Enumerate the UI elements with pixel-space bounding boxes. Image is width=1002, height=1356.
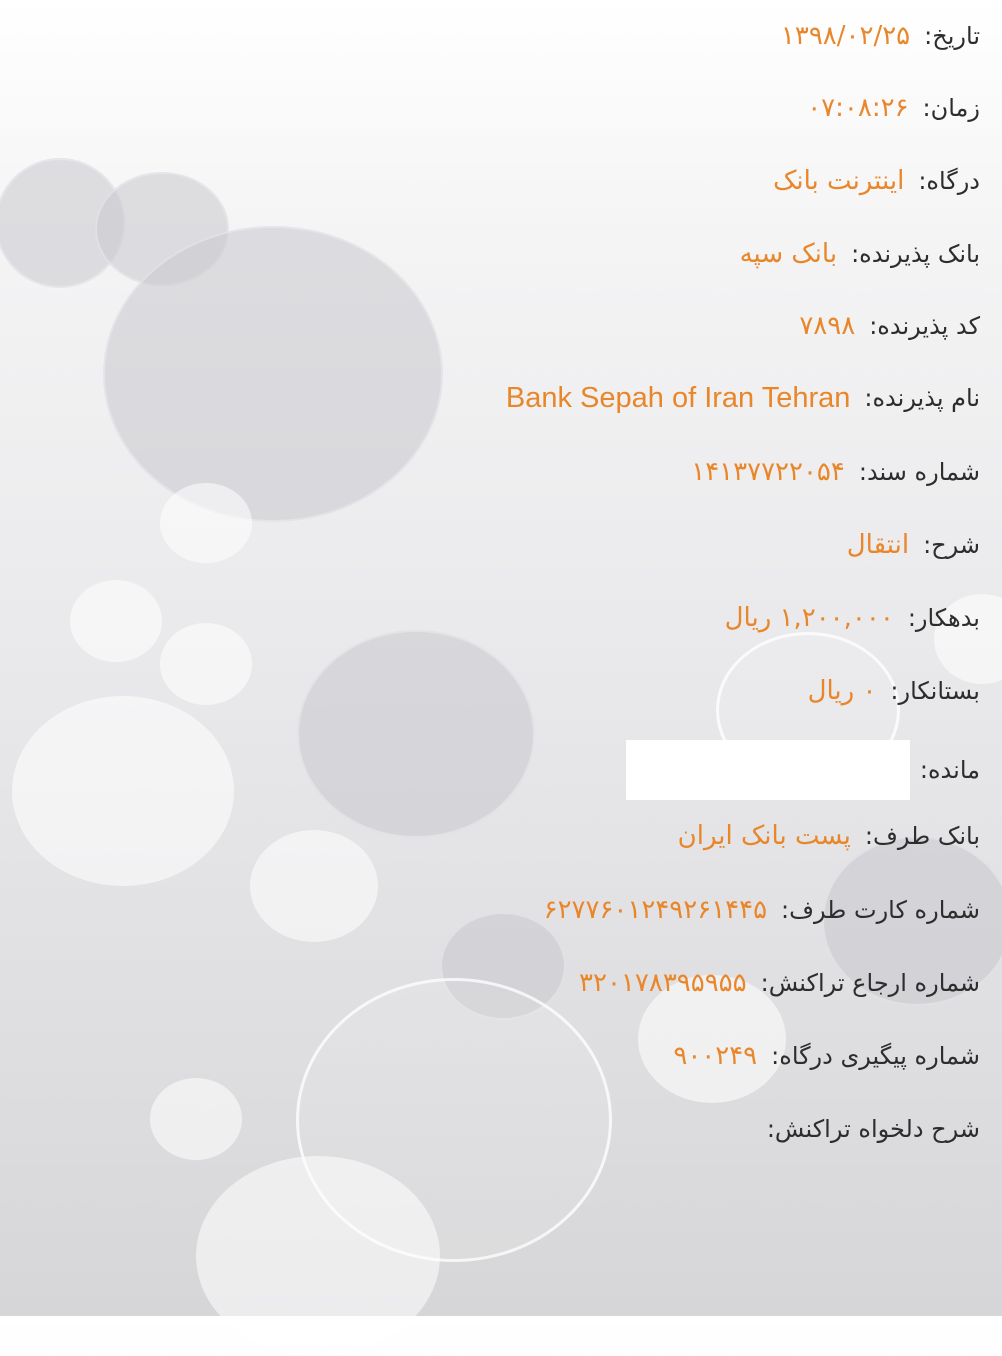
- reference-number-label: شماره ارجاع تراکنش:: [760, 969, 980, 997]
- row-credit: [808, 666, 980, 716]
- row-balance: [626, 740, 980, 800]
- document-number-value: ۱۴۱۳۷۷۲۲۰۵۴: [691, 457, 845, 487]
- description-label: شرح:: [923, 531, 980, 559]
- acceptor-name-value: Bank Sepah of Iran Tehran: [505, 381, 851, 414]
- bg-bubble: [103, 226, 443, 522]
- row-reference-number: [579, 958, 980, 1008]
- reference-number-value: ۳۲۰۱۷۸۳۹۵۹۵۵: [579, 968, 747, 998]
- credit-label: بستانکار:: [890, 677, 980, 705]
- bg-bubble: [150, 1078, 242, 1160]
- row-document-number: [691, 447, 980, 497]
- document-number-label: شماره سند:: [858, 458, 980, 486]
- time-label: زمان:: [922, 94, 980, 122]
- acceptor-bank-value: بانک سپه: [739, 239, 838, 269]
- row-custom-description: [753, 1104, 980, 1154]
- time-value: ۰۷:۰۸:۲۶: [807, 93, 909, 123]
- row-acceptor-code: [799, 301, 980, 351]
- acceptor-name-label: نام پذیرنده:: [864, 384, 980, 412]
- date-label: تاریخ:: [924, 22, 980, 50]
- counterparty-bank-label: بانک طرف:: [864, 822, 980, 850]
- custom-description-label: شرح دلخواه تراکنش:: [766, 1115, 980, 1143]
- gateway-label: درگاه:: [918, 167, 980, 195]
- gateway-value: اینترنت بانک: [773, 166, 905, 196]
- date-value: ۱۳۹۸/۰۲/۲۵: [780, 21, 911, 51]
- debit-label: بدهکار:: [907, 604, 980, 632]
- row-counterparty-bank: [678, 811, 980, 861]
- row-time: [807, 83, 980, 133]
- bg-bubble: [160, 483, 252, 563]
- row-acceptor-name: [506, 373, 980, 423]
- bg-bubble: [250, 830, 378, 942]
- tracking-number-value: ۹۰۰۲۴۹: [673, 1041, 758, 1071]
- credit-value: ۰ ریال: [807, 676, 877, 706]
- row-date: [781, 11, 980, 61]
- counterparty-bank-value: پست بانک ایران: [677, 821, 851, 851]
- balance-label: مانده:: [919, 756, 980, 784]
- row-description: [847, 520, 980, 570]
- row-gateway: [773, 156, 980, 206]
- balance-redaction-box: [626, 740, 910, 800]
- counterparty-card-value: ۶۲۷۷۶۰۱۲۴۹۲۶۱۴۴۵: [543, 895, 768, 925]
- row-debit: [725, 593, 980, 643]
- acceptor-code-label: کد پذیرنده:: [869, 312, 980, 340]
- acceptor-bank-label: بانک پذیرنده:: [851, 240, 980, 268]
- bg-bubble: [160, 623, 252, 705]
- debit-value: ۱,۲۰۰,۰۰۰ ریال: [724, 603, 894, 633]
- row-counterparty-card: [544, 885, 980, 935]
- row-acceptor-bank: [740, 229, 980, 279]
- acceptor-code-value: ۷۸۹۸: [799, 311, 856, 341]
- tracking-number-label: شماره پیگیری درگاه:: [771, 1042, 980, 1070]
- bg-bubble: [70, 580, 162, 662]
- counterparty-card-label: شماره کارت طرف:: [781, 896, 980, 924]
- description-value: انتقال: [846, 530, 910, 560]
- bg-bubble: [297, 630, 535, 838]
- bg-bubble: [196, 1156, 440, 1356]
- row-tracking-number: [673, 1031, 980, 1081]
- bg-bubble: [12, 696, 234, 886]
